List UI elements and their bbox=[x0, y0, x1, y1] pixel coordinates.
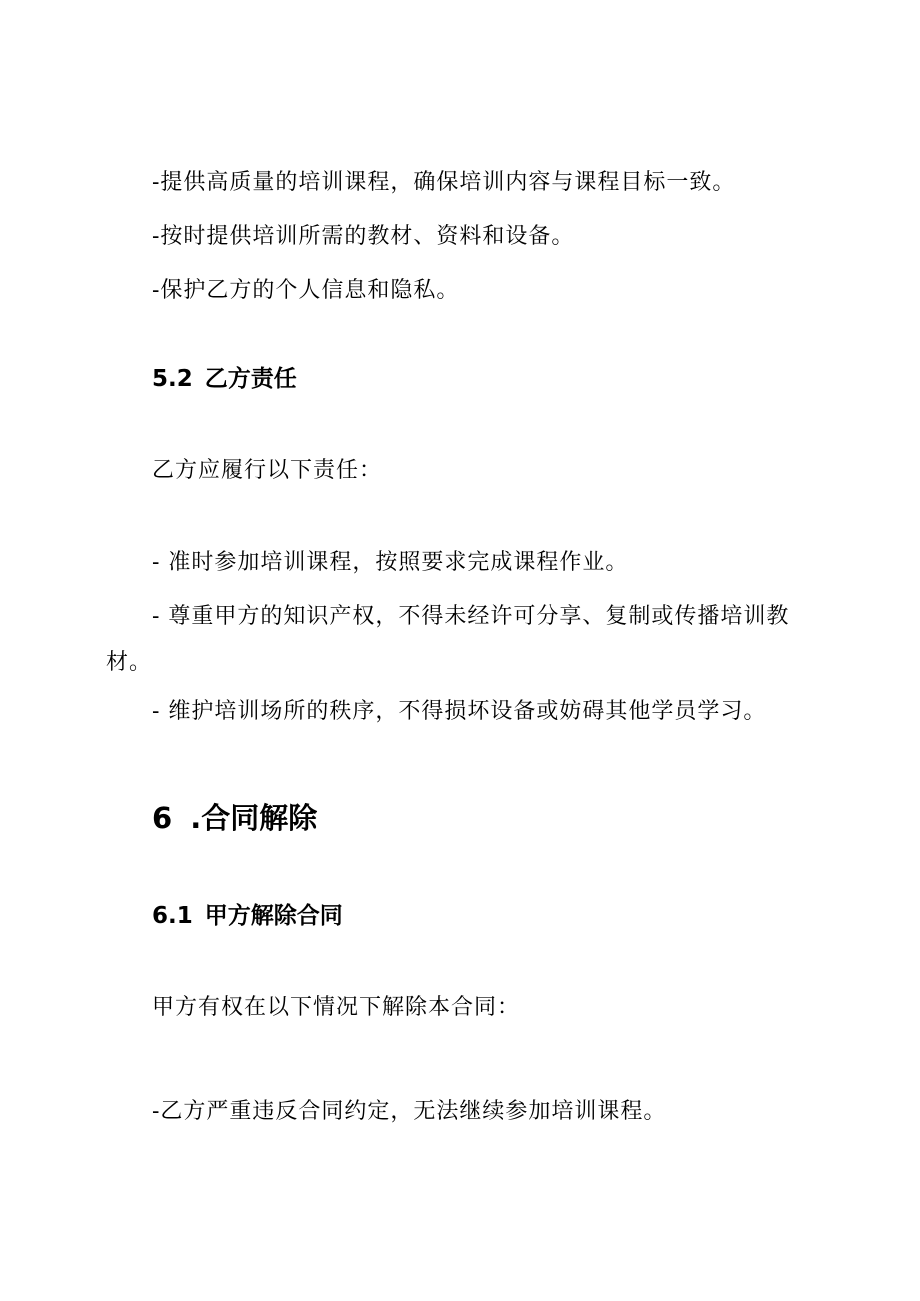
section-title: 甲方解除合同 bbox=[204, 903, 343, 929]
section-heading-6 bbox=[152, 800, 317, 836]
section-intro: 甲方有权在以下情况下解除本合同： bbox=[152, 995, 521, 1020]
list-item: -按时提供培训所需的教材、资料和设备。 bbox=[152, 224, 575, 249]
section-number: 6.1 bbox=[152, 903, 193, 929]
list-item: -乙方严重违反合同约定，无法继续参加培训课程。 bbox=[152, 1099, 667, 1124]
section-title: 乙方责任 bbox=[204, 366, 297, 392]
list-item: -保护乙方的个人信息和隐私。 bbox=[152, 278, 460, 303]
section-title: .合同解除 bbox=[190, 801, 318, 835]
section-heading-5-2 bbox=[152, 364, 297, 394]
list-item: - 维护培训场所的秩序，不得损坏设备或妨碍其他学员学习。 bbox=[152, 699, 767, 724]
list-item: - 尊重甲方的知识产权，不得未经许可分享、复制或传播培训教 bbox=[152, 604, 790, 629]
section-heading-6-1 bbox=[152, 901, 343, 931]
section-number: 5.2 bbox=[152, 366, 193, 392]
list-item: - 准时参加培训课程，按照要求完成课程作业。 bbox=[152, 550, 629, 575]
section-number: 6 bbox=[152, 801, 173, 835]
list-item: -提供高质量的培训课程，确保培训内容与课程目标一致。 bbox=[152, 170, 736, 195]
list-item-continuation: 材。 bbox=[106, 650, 153, 675]
section-intro: 乙方应履行以下责任： bbox=[152, 458, 383, 483]
